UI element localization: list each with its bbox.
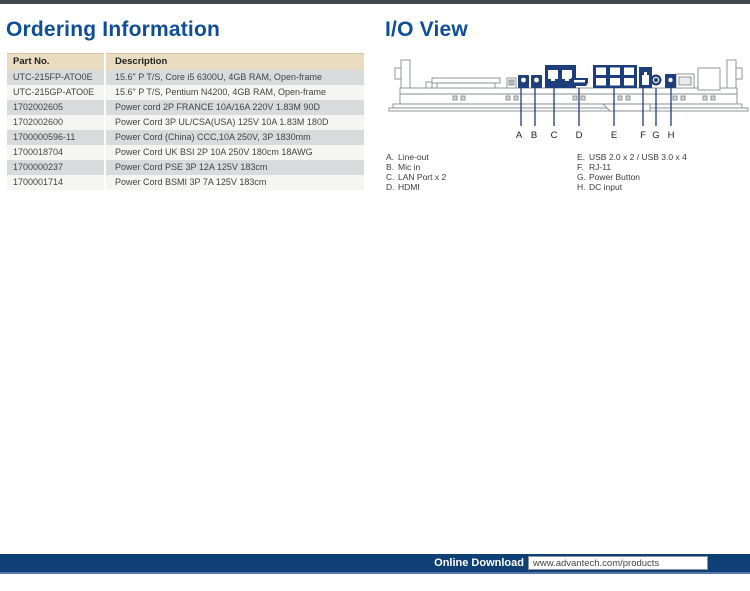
table-row <box>7 115 364 130</box>
footer-accent-line <box>0 572 750 574</box>
legend-letter: B. <box>386 162 395 172</box>
description-cell: Power Cord BSMI 3P 7A 125V 183cm <box>105 175 364 190</box>
callout-letter-h: H <box>667 130 675 141</box>
panel-rail <box>393 104 742 108</box>
description-cell: Power Cord 3P UL/CSA(USA) 125V 10A 1.83M 180D <box>105 115 364 130</box>
part-no-cell: 1700018704 <box>7 145 105 160</box>
legend-letter: H. <box>577 182 586 192</box>
part-no-cell: 1700000596-11 <box>7 130 105 145</box>
ordering-information-title: Ordering Information <box>6 18 220 41</box>
io-view-title: I/O View <box>385 18 468 41</box>
legend-label: USB 2.0 x 2 / USB 3.0 x 4 <box>589 152 687 162</box>
callout-letter-f: F <box>640 130 646 141</box>
download-url-link[interactable]: www.advantech.com/products <box>528 556 708 570</box>
io-panel-diagram <box>388 54 750 146</box>
ordering-table <box>7 53 364 190</box>
usb-ports <box>593 65 637 88</box>
lan-ports <box>545 65 576 88</box>
part-no-cell: 1700001714 <box>7 175 105 190</box>
description-cell: 15.6" P T/S, Core i5 6300U, 4GB RAM, Open-frame <box>105 70 364 85</box>
legend-item <box>577 152 747 162</box>
chassis-band <box>400 88 737 104</box>
legend-item <box>577 172 747 182</box>
io-legend-left <box>386 152 566 192</box>
table-row <box>7 85 364 100</box>
legend-item <box>386 182 566 192</box>
part-no-cell: UTC-215FP-ATO0E <box>7 70 105 85</box>
description-cell: 15.6" P T/S, Pentium N4200, 4GB RAM, Open-frame <box>105 85 364 100</box>
legend-letter: A. <box>386 152 395 162</box>
legend-item <box>577 162 747 172</box>
table-row <box>7 160 364 175</box>
table-header-row <box>7 54 364 70</box>
rj11-port <box>639 67 652 88</box>
legend-label: Mic in <box>398 162 421 172</box>
table-row <box>7 130 364 145</box>
legend-item <box>386 152 566 162</box>
callout-letter-e: E <box>610 130 618 141</box>
part-no-cell: UTC-215GP-ATO0E <box>7 85 105 100</box>
callout-letter-g: G <box>652 130 660 141</box>
table-row <box>7 100 364 115</box>
legend-item <box>386 162 566 172</box>
callout-letter-b: B <box>530 130 538 141</box>
legend-label: LAN Port x 2 <box>398 172 447 182</box>
panel-rail <box>389 108 748 111</box>
description-cell: Power cord 2P FRANCE 10A/16A 220V 1.83M 90D <box>105 100 364 115</box>
column-header-part-no: Part No. <box>7 54 105 70</box>
legend-letter: G. <box>577 172 586 182</box>
mic-in-jack <box>531 75 542 88</box>
column-header-description: Description <box>105 54 364 70</box>
line-out-jack <box>518 75 529 88</box>
power-button <box>651 75 662 86</box>
legend-item <box>386 172 566 182</box>
callout-letter-c: C <box>550 130 558 141</box>
page-top-bar <box>0 0 750 4</box>
legend-item <box>577 182 747 192</box>
table-row <box>7 70 364 85</box>
description-cell: Power Cord UK BSI 2P 10A 250V 180cm 18AWG <box>105 145 364 160</box>
legend-label: RJ-11 <box>589 162 612 172</box>
legend-label: Line-out <box>398 152 429 162</box>
io-legend-right <box>577 152 747 192</box>
description-cell: Power Cord PSE 3P 12A 125V 183cm <box>105 160 364 175</box>
legend-letter: D. <box>386 182 395 192</box>
legend-letter: E. <box>577 152 586 162</box>
legend-letter: F. <box>577 162 584 172</box>
part-no-cell: 1702002600 <box>7 115 105 130</box>
online-download-label: Online Download <box>434 557 524 569</box>
legend-letter: C. <box>386 172 395 182</box>
dc-input-jack <box>665 74 676 88</box>
table-row <box>7 145 364 160</box>
legend-label: DC input <box>589 182 623 192</box>
description-cell: Power Cord (China) CCC,10A 250V, 3P 1830mm <box>105 130 364 145</box>
legend-label: HDMI <box>398 182 420 192</box>
part-no-cell: 1702002605 <box>7 100 105 115</box>
legend-label: Power Button <box>589 172 641 182</box>
hdmi-port <box>571 78 588 86</box>
table-row <box>7 175 364 190</box>
callout-letter-d: D <box>575 130 583 141</box>
callout-letter-a: A <box>515 130 523 141</box>
part-no-cell: 1700000237 <box>7 160 105 175</box>
